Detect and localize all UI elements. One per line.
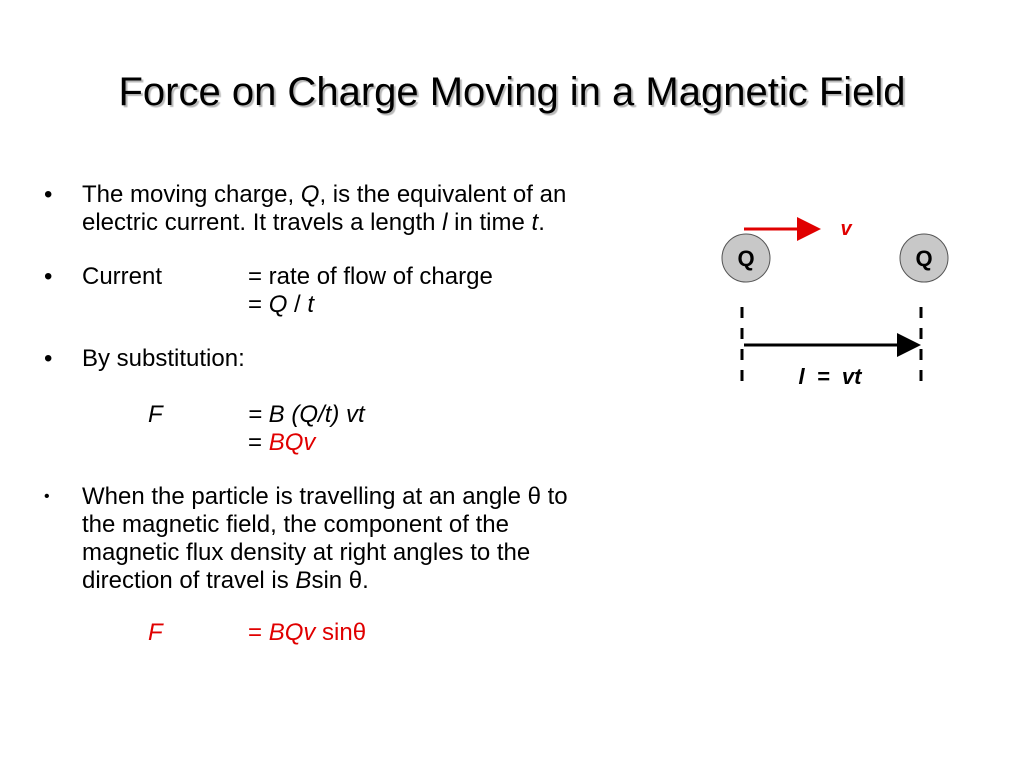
moving-charge-diagram [700,200,1000,400]
current-formula: = Q / t [248,291,315,318]
bullet4-line4: direction of travel is Bsin θ. [82,567,369,594]
bullet1-line2: electric current. It travels a length l in time t. [82,209,545,236]
bullet-marker: • [44,181,53,208]
bullet4-line3: magnetic flux density at right angles to the [82,539,531,566]
bullet-marker: • [44,488,50,505]
current-label: Current [82,263,163,290]
angle-force-symbol: F [148,619,163,646]
bullet-marker: • [44,345,53,372]
force-formula-2: = BQv [248,429,316,456]
slide-title: Force on Charge Moving in a Magnetic Field [118,70,906,114]
substitution-text: By substitution: [82,345,245,372]
angle-force-formula: = BQv sinθ [248,619,367,646]
force-formula-1: = B (Q/t) vt [248,401,365,428]
bullet1-line1: The moving charge, Q, is the equivalent of an [82,181,567,208]
current-definition: = rate of flow of charge [248,263,493,290]
length-label: l = vt [798,364,862,389]
charge-left-label: Q [737,246,755,271]
charge-right-label: Q [915,246,933,271]
bullet4-line1: When the particle is travelling at an angle θ to [82,483,568,510]
force-symbol: F [148,401,163,428]
velocity-label: v [840,218,852,240]
bullet4-line2: the magnetic field, the component of the [82,511,509,538]
bullet-marker: • [44,263,53,290]
